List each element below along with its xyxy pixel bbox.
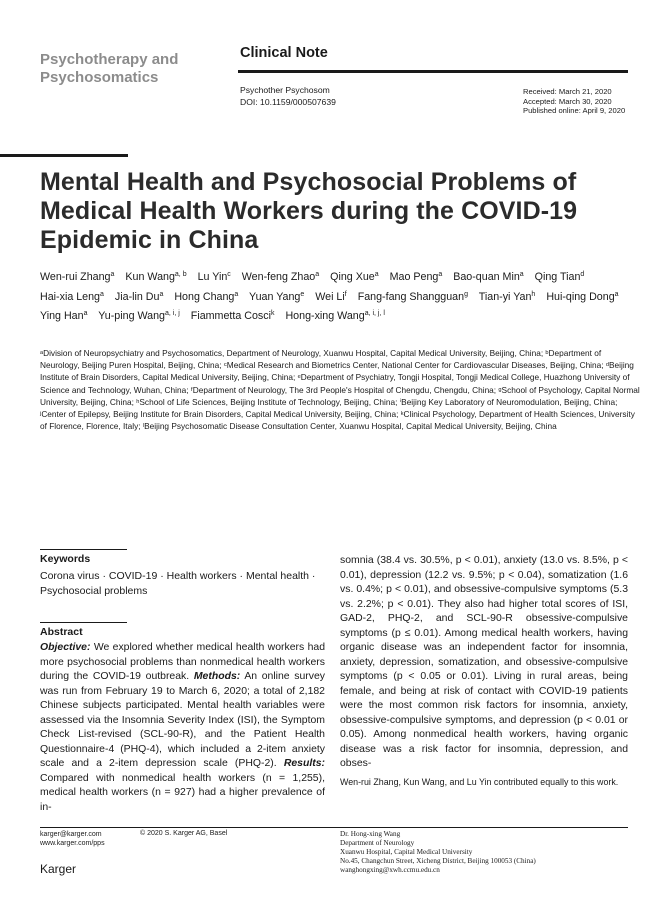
- author-affiliation-mark: a: [438, 271, 443, 278]
- author: [546, 291, 618, 303]
- author-name: Qing Xue: [330, 271, 375, 283]
- keywords-rule: [40, 549, 127, 550]
- publisher-contact: [40, 830, 105, 848]
- accepted-date: Accepted: March 30, 2020: [523, 96, 612, 106]
- title-rule: [0, 154, 128, 157]
- author-name: Ying Han: [40, 310, 84, 322]
- author-name: Hong-xing Wang: [285, 310, 365, 322]
- author: [125, 271, 186, 283]
- author-name: Yuan Yang: [249, 290, 301, 303]
- author-affiliation-mark: f: [344, 290, 347, 298]
- corr-dept: Department of Neurology: [340, 838, 415, 847]
- author-affiliation-mark: a: [100, 290, 104, 298]
- author-affiliation-mark: a: [614, 290, 619, 298]
- author-name: Jia-lin Du: [114, 290, 160, 303]
- author-affiliation-mark: c: [227, 271, 231, 278]
- journal-citation: Psychother Psychosom: [240, 85, 330, 95]
- author-affiliation-mark: h: [531, 290, 536, 298]
- author-name: Hong Chang: [174, 290, 235, 303]
- journal-name-line2: Psychosomatics: [40, 69, 159, 86]
- author: [285, 310, 384, 322]
- keywords-heading: Keywords: [40, 553, 91, 565]
- author-affiliation-mark: e: [300, 290, 305, 298]
- corr-addr: No.45, Changchun Street, Xicheng District, Beijing 100053 (China): [340, 856, 536, 865]
- author-affiliation-mark: a: [234, 290, 239, 298]
- abstract-left-column: [40, 641, 325, 815]
- published-date: Published online: April 9, 2020: [523, 106, 626, 116]
- author-name: Fang-fang Shangguan: [357, 290, 465, 303]
- abstract-rule: [40, 622, 127, 623]
- author-name: Qing Tian: [534, 271, 581, 283]
- copyright: © 2020 S. Karger AG, Basel: [140, 830, 228, 837]
- author-affiliation-mark: a, i, j, l: [364, 310, 385, 317]
- author: [358, 291, 468, 303]
- author: [98, 310, 180, 322]
- author: [115, 291, 163, 303]
- author: [191, 310, 275, 322]
- author-name: Wei Li: [315, 290, 345, 303]
- author: [40, 291, 104, 303]
- journal-name: [40, 51, 220, 87]
- author: [174, 291, 238, 303]
- corr-inst: Xuanwu Hospital, Capital Medical University: [340, 847, 473, 856]
- contribution-note: Wen-rui Zhang, Kun Wang, and Lu Yin contributed equally to this work.: [340, 777, 619, 787]
- author-affiliation-mark: k: [270, 310, 275, 317]
- author: [242, 271, 319, 283]
- footer-rule: [40, 827, 628, 828]
- corr-email[interactable]: wanghongxing@xwh.ccmu.edu.cn: [340, 865, 440, 874]
- results-label: Results:: [283, 758, 325, 769]
- author-affiliation-mark: a: [374, 271, 379, 278]
- author-affiliation-mark: a, b: [174, 271, 187, 278]
- methods-text: An online survey was run from February 19 to March 6, 2020; a total of 2,182 Chinese subjects participated. Mental health variables were assessed via the Insomnia Severity Index (ISI), the Symptom Check List-revised (SCL-90-R), and the Patient Health Questionnaire-4 (PHQ-4), which included a 2-item anxiety scale and a 2-item depression scale (PHQ-2).: [40, 671, 325, 769]
- author: [40, 310, 87, 322]
- objective-text: We explored whether medical health workers had more psychosocial problems than nonmedical health workers during the COVID-19 outbreak.: [40, 642, 325, 682]
- author-affiliation-mark: a: [110, 271, 115, 278]
- author-affiliation-mark: d: [580, 271, 585, 278]
- corr-name: Dr. Hong-xing Wang: [340, 830, 401, 838]
- abstract-right-column: somnia (38.4 vs. 30.5%, p < 0.01), anxiety (13.0 vs. 8.5%, p < 0.01), depression (12.2 vs. 9.5%; p < 0.04), somatization (1.6 vs. 0.4%; p < 0.01), and obsessive-compulsive symptoms (5.3 vs. 2.2%; p < 0.01). They also had higher total scores of ISI, GAD-2, PHQ-2, and SCL-90-R obsessive-compulsive symptoms (p ≤ 0.01). Among medical health workers, having organic disease was an independent factor for insomnia, anxiety, depression, somatization, and obsessive-compulsive symptoms (p < 0.05 or 0.01). Living in rural areas, being female, and being at risk of contact with COVID-19 patients were the most common risk factors for insomnia, anxiety, obsessive-compulsive symptoms, and depression (p < 0.01 or 0.05). Among nonmedical health workers, having organic disease was a risk factor for insomnia, depression, and obses-: [340, 555, 628, 769]
- author: [479, 291, 536, 303]
- journal-name-line1: Psychotherapy and: [40, 51, 179, 68]
- article-title: Mental Health and Psychosocial Problems of Medical Health Workers during the COVID-19 Epidemic in China: [40, 168, 578, 254]
- methods-label: Methods:: [193, 671, 241, 682]
- received-date: Received: March 21, 2020: [523, 87, 612, 96]
- citation-block: [240, 84, 336, 108]
- author-name: Wen-feng Zhao: [241, 271, 316, 283]
- author-affiliation-mark: a, i, j: [165, 310, 180, 317]
- affiliations: ᵃDivision of Neuropsychiatry and Psychosomatics, Department of Neurology, Xuanwu Hospital, Capital Medical University, Beijing, China; ᵇDepartment of Neurology, Beijing Puren Hospital, Beijing, China; ᶜMedical Research and Biometrics Center, National Center for Cardiovascular Diseases, Beijing, China; ᵈBeijing Institute of Brain Disorders, Capital Medical University, Beijing, China; ᵉDepartment of Psychiatry, Tongji Hospital, Tongji Medical College, Huazhong University of Science and Technology, Wuhan, China; ᶠDepartment of Neurology, The 3rd People's Hospital of Chengdu, Chengdu, China; ᵍSchool of Psychology, Capital Normal University, Beijing, China; ʰSchool of Life Sciences, Beijing Institute of Technology, Beijing, China; ⁱBeijing Key Laboratory of Neuromodulation, Beijing, China; ʲCenter of Epilepsy, Beijing Institute for Brain Disorders, Capital Medical University, Beijing, China; ᵏClinical Psychology, Department of Health Sciences, University of Florence, Florence, Italy; ˡBeijing Psychosomatic Disease Consultation Center, Xuanwu Hospital, Capital Medical University, Beijing, China: [40, 348, 640, 432]
- header-rule: [238, 70, 628, 73]
- author-name: Kun Wang: [125, 271, 175, 283]
- publisher-email[interactable]: karger@karger.com: [40, 831, 102, 838]
- author: [315, 291, 346, 303]
- author: [535, 271, 585, 283]
- author: [390, 271, 443, 283]
- author: [330, 271, 378, 283]
- author: [453, 271, 523, 283]
- publisher-site[interactable]: www.karger.com/pps: [40, 840, 105, 847]
- author-name: Hui-qing Dong: [546, 290, 615, 303]
- article-dates: [523, 87, 625, 116]
- author: [40, 271, 114, 283]
- author-name: Tian-yi Yan: [478, 290, 532, 303]
- author-name: Mao Peng: [389, 271, 439, 283]
- author: [249, 291, 304, 303]
- author-name: Wen-rui Zhang: [40, 271, 111, 283]
- author-name: Bao-quan Min: [453, 271, 520, 283]
- correspondence: [340, 830, 536, 875]
- doi: DOI: 10.1159/000507639: [240, 97, 336, 107]
- author-list: [40, 268, 640, 327]
- author-affiliation-mark: a: [315, 271, 320, 278]
- author-affiliation-mark: a: [519, 271, 524, 278]
- author-affiliation-mark: g: [464, 290, 468, 298]
- results-text-left: Compared with nonmedical health workers (n = 1,255), medical health workers (n = 927) had a higher prevalence of in-: [40, 772, 325, 813]
- abstract-heading: Abstract: [40, 626, 83, 638]
- article-type: Clinical Note: [240, 45, 328, 61]
- author: [198, 271, 231, 283]
- author-affiliation-mark: a: [159, 290, 164, 298]
- karger-logo: Karger: [40, 862, 77, 876]
- objective-label: Objective:: [40, 642, 91, 653]
- author-name: Lu Yin: [197, 271, 228, 283]
- author-affiliation-mark: a: [83, 310, 88, 317]
- keywords-text: Corona virus · COVID-19 · Health workers · Mental health · Psychosocial problems: [40, 570, 316, 597]
- author-name: Yu-ping Wang: [98, 310, 166, 322]
- author-name: Hai-xia Leng: [40, 290, 101, 303]
- author-name: Fiammetta Cosci: [190, 310, 271, 322]
